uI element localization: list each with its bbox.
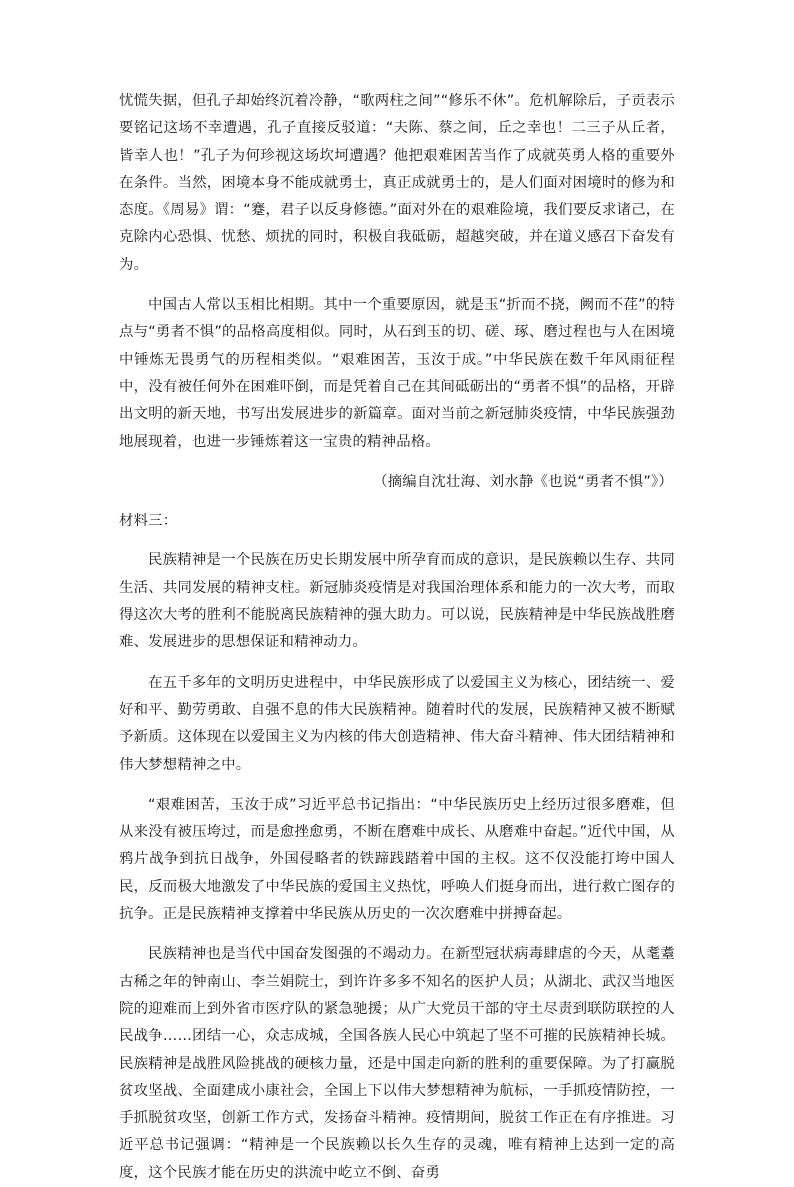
paragraph-3: 民族精神是一个民族在历史长期发展中所孕育而成的意识，是民族赖以生存、共同生活、共同发展的精神支柱。新冠肺炎疫情是对我国治理体系和能力的一次大考，而取得这次大考的胜利不能脱离民族精神的强大助力。可以说，民族精神是中华民族战胜磨难、发展进步的思想保证和精神动力。 — [119, 552, 675, 651]
paragraph-4: 在五千多年的文明历史进程中，中华民族形成了以爱国主义为核心，团结统一、爱好和平、勤劳勇敢、自强不息的伟大民族精神。随着时代的发展，民族精神又被不断赋予新质。这体现在以爱国主义为内核的伟大创造精神、伟大奋斗精神、伟大团结精神和伟大梦想精神之中。 — [119, 674, 675, 773]
paragraph-2: 中国古人常以玉相比相期。其中一个重要原因，就是玉“折而不挠，阙而不荏”的特点与“勇者不惧”的品格高度相似。同时，从石到玉的切、磋、琢、磨过程也与人在困境中锤炼无畏勇气的历程相类似。“艰难困苦，玉汝于成。”中华民族在数千年风雨征程中，没有被任何外在困难吓倒，而是凭着自己在其间砥砺出的“勇者不惧”的品格，开辟出文明的新天地，书写出发展进步的新篇章。面对当前之新冠肺炎疫情，中华民族强劲地展现着，也进一步锤炼着这一宝贵的精神品格。 — [119, 297, 675, 450]
section-label-material-3: 材料三： — [119, 513, 178, 530]
source-attribution: （摘编自沈壮海、刘水静《也说“勇者不惧”》） — [373, 473, 673, 490]
paragraph-6: 民族精神也是当代中国奋发图强的不竭动力。在新型冠状病毒肆虐的今天，从耄耋古稀之年的钟南山、李兰娟院士，到许许多多不知名的医护人员；从湖北、武汉当地医院的迎难而上到外省市医疗队的紧急驰援；从广大党员干部的守土尽责到联防联控的人民战争……团结一心，众志成城，全国各族人民心中筑起了坚不可摧的民族精神长城。民族精神是战胜风险挑战的硬核力量，还是中国走向新的胜利的重要保障。为了打赢脱贫攻坚战、全面建成小康社会，全国上下以伟大梦想精神为航标，一手抓疫情防控，一手抓脱贫攻坚，创新工作方式，发扬奋斗精神。疫情期间，脱贫工作正在有序推进。习近平总书记强调：“精神是一个民族赖以长久生存的灵魂，唯有精神上达到一定的高度，这个民族才能在历史的洪流中屹立不倒、奋勇 — [119, 946, 675, 1181]
paragraph-5: “艰难困苦，玉汝于成”习近平总书记指出：“中华民族历史上经历过很多磨难，但从来没有被压垮过，而是愈挫愈勇，不断在磨难中成长、从磨难中奋起。”近代中国，从鸦片战争到抗日战争，外国侵略者的铁蹄践踏着中国的主权。这不仅没能打垮中国人民，反而极大地激发了中华民族的爱国主义热忱，呼唤人们挺身而出，进行救亡图存的抗争。正是民族精神支撑着中华民族从历史的一次次磨难中拼搏奋起。 — [119, 796, 675, 923]
paragraph-1: 忧慌失据，但孔子却始终沉着冷静，“歌两柱之间”“修乐不休”。危机解除后，子贡表示要铭记这场不幸遭遇，孔子直接反驳道：“夫陈、蔡之间，丘之幸也！二三子从丘者，皆幸人也！”孔子为何珍视这场坎坷遭遇？他把艰难困苦当作了成就英勇人格的重要外在条件。当然，困境本身不能成就勇士，真正成就勇士的，是人们面对困境时的修为和态度。《周易》谓：“蹇，君子以反身修德。”面对外在的艰难险境，我们要反求诸己，在克除内心恐惧、忧愁、烦扰的同时，积极自我砥砺，超越突破，并在道义感召下奋发有为。 — [119, 93, 675, 273]
document-page — [119, 88, 675, 1187]
